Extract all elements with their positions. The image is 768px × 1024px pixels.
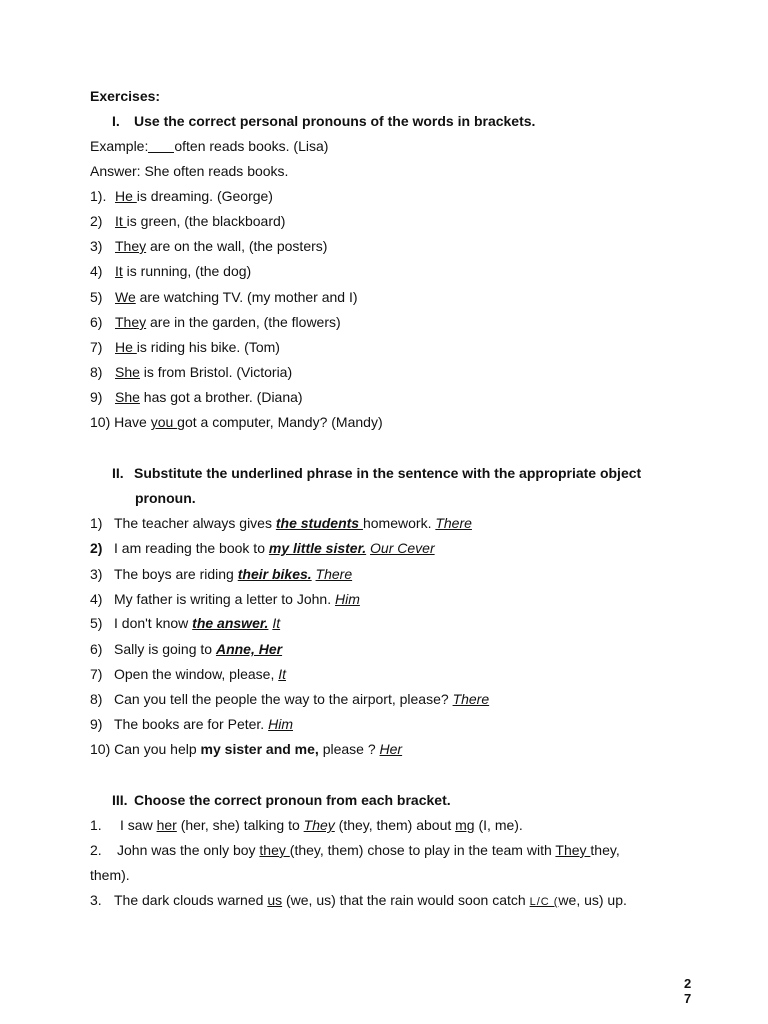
item-text: My father is writing a letter to John. (114, 591, 335, 607)
list-item (90, 841, 620, 859)
item-text: Open the window, please, (114, 666, 279, 682)
item-text: (we, us) that the rain would soon catch (282, 892, 530, 908)
item-text: we, us) up. (558, 892, 627, 908)
list-item (90, 690, 489, 708)
answer: They (115, 314, 147, 330)
item-text: The boys are riding (114, 566, 238, 582)
answer: He (115, 188, 137, 204)
item-text: I am reading the book to (114, 540, 269, 556)
item-text: Can you help (114, 741, 201, 757)
answer: They (555, 842, 591, 858)
underlined-phrase: the students (275, 515, 363, 531)
item-number: 3) (90, 238, 103, 254)
item-text: (they, them) about (334, 817, 456, 833)
item-number: 2. (90, 842, 102, 858)
list-item (90, 514, 472, 532)
section-2-instruction-cont: pronoun. (135, 490, 196, 506)
item-text: they, (590, 842, 620, 858)
bold-phrase: my sister and me, (200, 741, 319, 757)
section-2-instruction: Substitute the underlined phrase in the sentence with the appropriate object (134, 465, 642, 481)
item-text: (her, she) talking to (176, 817, 304, 833)
answer: Her (379, 741, 403, 757)
section-3-number: III. (112, 792, 128, 808)
answer: mg (455, 817, 475, 833)
list-item (90, 665, 286, 683)
list-item (90, 413, 383, 431)
item-text: John was the only boy (117, 842, 260, 858)
list-item (90, 313, 341, 331)
answer: There (452, 691, 490, 707)
answer: Him (334, 591, 360, 607)
example-line (90, 137, 328, 155)
list-item (90, 614, 280, 632)
answer: She (115, 364, 140, 380)
section-2-number: II. (112, 465, 124, 481)
item-number: 1). (90, 188, 107, 204)
answer: There (315, 566, 353, 582)
example-answer: Answer: She often reads books. (90, 163, 289, 179)
item-text: homework. (362, 515, 436, 531)
item-number: 8) (90, 364, 103, 380)
example-text: often reads books. (Lisa) (174, 138, 329, 154)
list-item (90, 262, 251, 280)
item-text: has got a brother. (Diana) (139, 389, 303, 405)
item-number: 7) (90, 339, 103, 355)
item-text: is dreaming. (George) (136, 188, 273, 204)
item-text: got a computer, Mandy? (Mandy) (177, 414, 383, 430)
list-item (90, 590, 360, 608)
list-item (90, 288, 358, 306)
item-text: Have (114, 414, 151, 430)
exercises-heading: Exercises: (90, 88, 161, 104)
list-item (90, 539, 435, 557)
underlined-phrase: Anne, Her (215, 641, 283, 657)
item-text: The dark clouds warned (114, 892, 268, 908)
item-text: are on the wall, (the posters) (146, 238, 328, 254)
item-text: is riding his bike. (Tom) (136, 339, 280, 355)
item-number: 5) (90, 615, 103, 631)
item-number: 9) (90, 716, 103, 732)
answer: you (150, 414, 178, 430)
section-2-heading (112, 464, 641, 482)
page-number-digit-1: 2 (684, 976, 692, 991)
item-number: 4) (90, 591, 103, 607)
section-1-heading (112, 112, 535, 130)
underlined-phrase: my little sister. (268, 540, 367, 556)
item-text: I saw (120, 817, 157, 833)
item-text: Can you tell the people the way to the airport, please? (114, 691, 453, 707)
item-number: 1. (90, 817, 102, 833)
list-item (90, 565, 352, 583)
item-number: 9) (90, 389, 103, 405)
example-blank (148, 139, 174, 153)
answer: He (115, 339, 137, 355)
list-item (90, 640, 282, 658)
list-item (90, 338, 280, 356)
item-number: 3) (90, 566, 103, 582)
answer: they (259, 842, 290, 858)
item-text: (I, me). (474, 817, 523, 833)
section-3-heading (112, 791, 451, 809)
section-1-number: I. (112, 113, 120, 129)
item-number: 5) (90, 289, 103, 305)
list-item (90, 891, 627, 911)
item-number: 7) (90, 666, 103, 682)
list-item (90, 363, 292, 381)
answer: She (115, 389, 140, 405)
example-label: Example: (90, 138, 149, 154)
item-number: 10) (90, 414, 111, 430)
item-text: please ? (318, 741, 380, 757)
item-number: 4) (90, 263, 103, 279)
answer: us (267, 892, 283, 908)
answer: We (115, 289, 136, 305)
underlined-phrase: the answer. (192, 615, 269, 631)
answer: They (115, 238, 147, 254)
list-item (90, 237, 327, 255)
item-text: is running, (the dog) (122, 263, 252, 279)
item-number: 2) (90, 213, 103, 229)
item-text: I don't know (114, 615, 193, 631)
list-item (90, 187, 273, 205)
item-number: 2) (90, 540, 103, 556)
item-number: 6) (90, 314, 103, 330)
list-item (90, 740, 402, 758)
list-item (90, 715, 293, 733)
answer: It (278, 666, 287, 682)
answer: L/C ( (529, 896, 559, 908)
answer: There (435, 515, 472, 531)
answer: It (115, 213, 127, 229)
item-number: 1) (90, 515, 103, 531)
answer: Our Cever (370, 540, 435, 556)
list-item-continuation: them). (90, 867, 130, 883)
item-text: The books are for Peter. (114, 716, 269, 732)
answer: It (272, 615, 281, 631)
answer: They (303, 817, 335, 833)
item-text: Sally is going to (114, 641, 216, 657)
list-item (90, 212, 285, 230)
answer: Him (268, 716, 293, 732)
underlined-phrase: their bikes. (237, 566, 312, 582)
item-number: 6) (90, 641, 103, 657)
page-number-digit-2: 7 (684, 991, 692, 1006)
section-1-instruction: Use the correct personal pronouns of the words in brackets. (134, 113, 536, 129)
list-item (90, 816, 523, 834)
item-number: 10) (90, 741, 111, 757)
answer: It (115, 263, 123, 279)
item-text: are watching TV. (my mother and I) (135, 289, 358, 305)
item-number: 3. (90, 892, 102, 908)
list-item (90, 388, 303, 406)
answer: her (156, 817, 177, 833)
section-3-instruction: Choose the correct pronoun from each bracket. (134, 792, 451, 808)
item-text: The teacher always gives (114, 515, 276, 531)
item-text: are in the garden, (the flowers) (146, 314, 341, 330)
item-text: (they, them) chose to play in the team with (289, 842, 556, 858)
item-number: 8) (90, 691, 103, 707)
item-text: is green, (the blackboard) (126, 213, 286, 229)
item-text: is from Bristol. (Victoria) (139, 364, 293, 380)
